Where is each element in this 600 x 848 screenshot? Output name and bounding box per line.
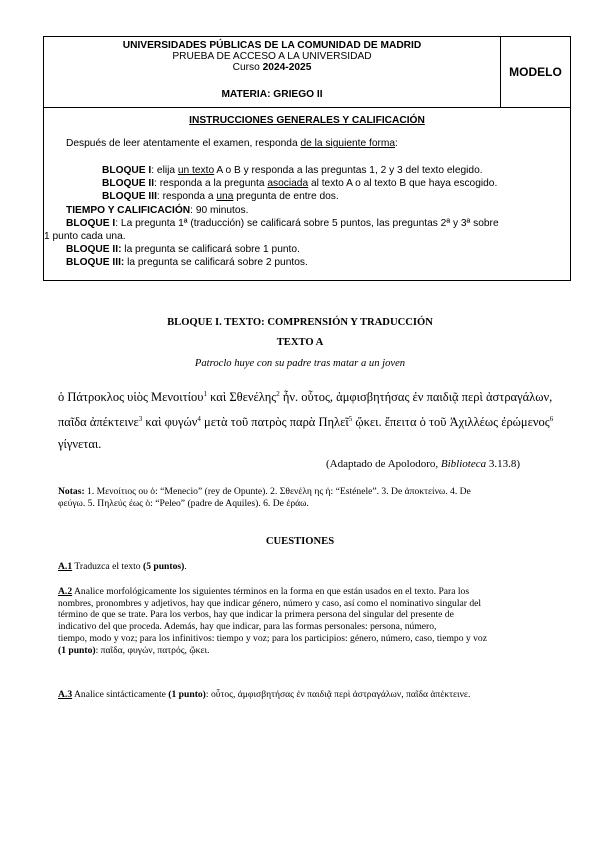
question-a1: A.1 Traduzca el texto (5 puntos).	[58, 561, 187, 572]
course-year: 2024-2025	[262, 62, 312, 73]
grading-bloque-2: BLOQUE II: la pregunta se calificará sobre 1 punto.	[66, 244, 300, 255]
texto-subtitle: Patroclo huye con su padre tras matar a un joven	[194, 358, 406, 369]
header-info	[44, 37, 501, 107]
header-table	[43, 36, 571, 108]
university-name: UNIVERSIDADES PÚBLICAS DE LA COMUNIDAD DE MADRID	[122, 40, 422, 51]
greek-line-3: γίγνεται.	[58, 437, 102, 452]
source-citation: (Adaptado de Apolodoro, Biblioteca 3.13.8)	[326, 458, 521, 470]
instruction-bloque-1: BLOQUE I: elija un texto A o B y responda a las preguntas 1, 2 y 3 del texto elegido.	[102, 165, 483, 176]
notes: Notas: 1. Μενοίτιος ου ὁ: “Menecio” (rey de Opunte). 2. Σθενέλη ης ἡ: “Esténele”. 3. De ἀποκτείνω. 4. De φεύγω. 5. Πηλεύς έως ὁ: “Peleo” (padre de Aquiles). 6. De ἐράω.	[58, 486, 471, 509]
greek-text	[58, 383, 578, 455]
grading-bloque-3: BLOQUE III: la pregunta se calificará sobre 2 puntos.	[66, 257, 308, 268]
instructions-title: INSTRUCCIONES GENERALES Y CALIFICACIÓN	[189, 115, 425, 126]
grading-bloque-1-cont: 1 punto cada una.	[44, 231, 126, 242]
bloque-heading: BLOQUE I. TEXTO: COMPRENSIÓN Y TRADUCCIÓN	[167, 317, 433, 328]
question-a2: A.2 Analice morfológicamente los siguientes términos en la forma en que están usados en el texto. Para los nombres, pronombres y adjetivos, hay que indicar género, número y caso, así como el nominativo singular del término de que se trate. Para los verbos, hay que indicar la primera persona del singular del presente de indicativo del que proceda. Además, hay que indicar, para las formas personales: persona, número, tiempo, modo y voz; para los infinitivos: tiempo y voz; para los participios: género, número, caso, tiempo y voz (1 punto): παῖδα, φυγών, πατρός, ᾤκει.	[58, 586, 487, 656]
instruction-bloque-3: BLOQUE III: responda a una pregunta de entre dos.	[102, 191, 339, 202]
instructions-intro: Después de leer atentamente el examen, responda de la siguiente forma:	[66, 138, 398, 149]
subject: MATERIA: GRIEGO II	[221, 89, 323, 100]
instruction-bloque-2: BLOQUE II: responda a la pregunta asociada al texto A o al texto B que haya escogido.	[102, 178, 498, 189]
instructions-box	[43, 107, 571, 281]
notes-label: Notas:	[58, 486, 85, 497]
question-a3: A.3 Analice sintácticamente (1 punto): οὗτος, ἀμφισβητήσας ἐν παιδιᾷ περὶ ἀστραγάλων, παῖδα ἀπέκτεινε.	[58, 689, 471, 700]
model-label: MODELO	[509, 65, 562, 79]
course: Curso 2024-2025	[232, 62, 312, 73]
time-and-grading: TIEMPO Y CALIFICACIÓN: 90 minutos.	[66, 205, 249, 216]
exam-name: PRUEBA DE ACCESO A LA UNIVERSIDAD	[172, 51, 372, 62]
texto-heading: TEXTO A	[276, 337, 324, 348]
greek-line-1: ὁ Πάτροκλος υἱὸς Μενοιτίου$^1$ καὶ Σθενέλης$^2$ ἦν. οὗτος, ἀμφισβητήσας ἐν παιδιᾷ περὶ ἀστραγάλων,	[58, 390, 553, 405]
grading-bloque-1: BLOQUE I: La pregunta 1ª (traducción) se calificará sobre 5 puntos, las preguntas 2ª y 3ª sobre	[66, 218, 499, 229]
cuestiones-heading: CUESTIONES	[265, 536, 335, 547]
greek-line-2: παῖδα ἀπέκτεινε$^3$ καὶ φυγών$^4$ μετὰ τοῦ πατρὸς παρὰ Πηλεῖ$^5$ ᾤκει. ἔπειτα ὁ τοῦ Ἀχιλλέως ἐρώμενος$^6$	[58, 415, 554, 430]
